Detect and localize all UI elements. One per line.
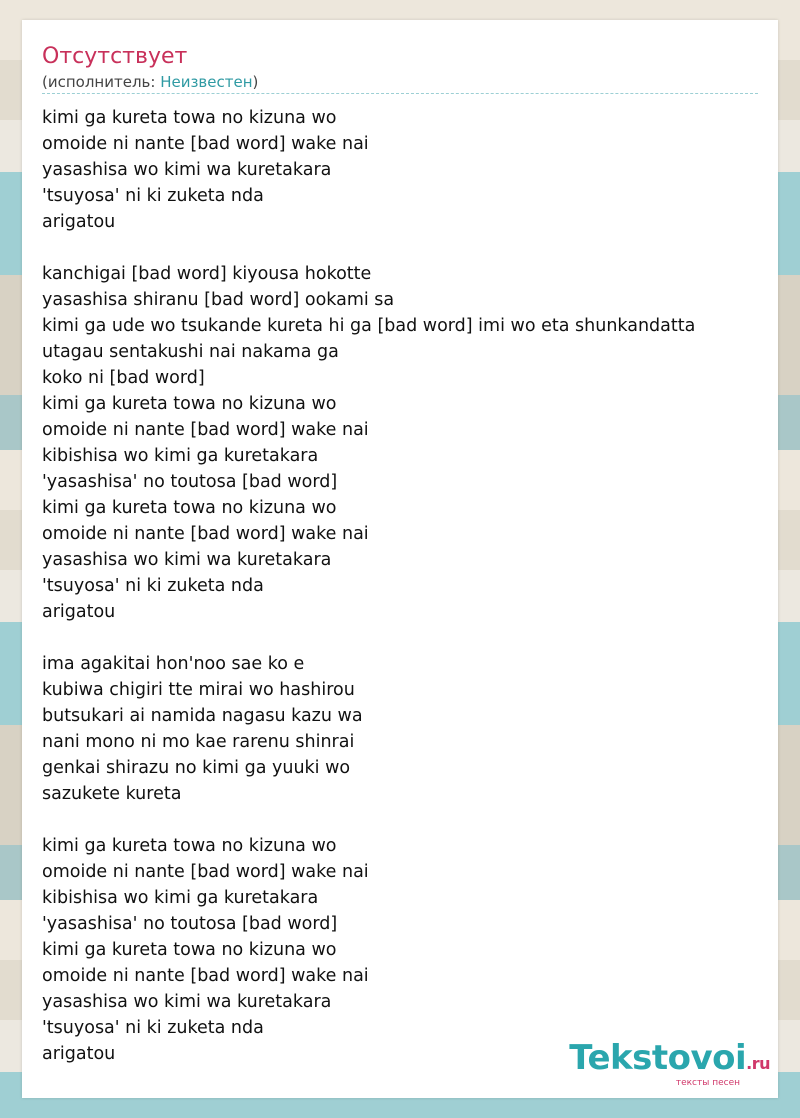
artist-prefix: (исполнитель: xyxy=(42,73,161,91)
lyric-line: 'yasashisa' no toutosa [bad word] xyxy=(42,472,338,492)
lyrics-body xyxy=(42,105,758,1067)
lyric-line: 'tsuyosa' ni ki zuketa nda xyxy=(42,1018,264,1038)
site-logo[interactable] xyxy=(569,1040,770,1088)
lyric-line: omoide ni nante [bad word] wake nai xyxy=(42,134,369,154)
lyric-line: 'tsuyosa' ni ki zuketa nda xyxy=(42,186,264,206)
artist-link[interactable]: Неизвестен xyxy=(160,73,253,91)
lyric-line: ima agakitai hon'noo sae ko e xyxy=(42,654,305,674)
lyric-line: omoide ni nante [bad word] wake nai xyxy=(42,862,369,882)
lyric-line: arigatou xyxy=(42,1044,116,1064)
lyric-line: 'tsuyosa' ni ki zuketa nda xyxy=(42,576,264,596)
lyric-line: yasashisa wo kimi wa kuretakara xyxy=(42,992,332,1012)
lyric-line: kimi ga kureta towa no kizuna wo xyxy=(42,108,337,128)
lyric-line: omoide ni nante [bad word] wake nai xyxy=(42,524,369,544)
lyric-line: butsukari ai namida nagasu kazu wa xyxy=(42,706,363,726)
lyric-line: yasashisa wo kimi wa kuretakara xyxy=(42,550,332,570)
lyric-line: utagau sentakushi nai nakama ga xyxy=(42,342,339,362)
lyric-line: sazukete kureta xyxy=(42,784,182,804)
lyric-line: omoide ni nante [bad word] wake nai xyxy=(42,966,369,986)
lyric-line: arigatou xyxy=(42,602,116,622)
lyric-line: koko ni [bad word] xyxy=(42,368,205,388)
lyric-line: kimi ga kureta towa no kizuna wo xyxy=(42,498,337,518)
lyric-line: kubiwa chigiri tte mirai wo hashirou xyxy=(42,680,355,700)
logo-domain: .ru xyxy=(746,1054,770,1073)
logo-tagline: тексты песен xyxy=(675,1078,740,1088)
lyric-line: kibishisa wo kimi ga kuretakara xyxy=(42,888,319,908)
lyric-line: arigatou xyxy=(42,212,116,232)
lyrics-card xyxy=(22,20,778,1098)
lyric-line: kimi ga ude wo tsukande kureta hi ga [bad word] imi wo eta shunkandatta xyxy=(42,316,696,336)
lyric-line: kimi ga kureta towa no kizuna wo xyxy=(42,940,337,960)
lyric-line: kanchigai [bad word] kiyousa hokotte xyxy=(42,264,372,284)
logo-text: Tekstovoi xyxy=(569,1038,747,1078)
divider xyxy=(42,93,758,94)
lyric-line: yasashisa wo kimi wa kuretakara xyxy=(42,160,332,180)
stanza-gap xyxy=(42,807,758,833)
stanza-gap xyxy=(42,235,758,261)
lyric-line: yasashisa shiranu [bad word] ookami sa xyxy=(42,290,395,310)
stanza-gap xyxy=(42,625,758,651)
lyric-line: 'yasashisa' no toutosa [bad word] xyxy=(42,914,338,934)
lyric-line: kimi ga kureta towa no kizuna wo xyxy=(42,394,337,414)
artist-suffix: ) xyxy=(252,73,259,91)
artist-line xyxy=(42,73,258,91)
lyric-line: kimi ga kureta towa no kizuna wo xyxy=(42,836,337,856)
lyric-line: nani mono ni mo kae rarenu shinrai xyxy=(42,732,355,752)
lyric-line: kibishisa wo kimi ga kuretakara xyxy=(42,446,319,466)
lyric-line: genkai shirazu no kimi ga yuuki wo xyxy=(42,758,351,778)
lyric-line: omoide ni nante [bad word] wake nai xyxy=(42,420,369,440)
song-title: Отсутствует xyxy=(42,44,188,69)
